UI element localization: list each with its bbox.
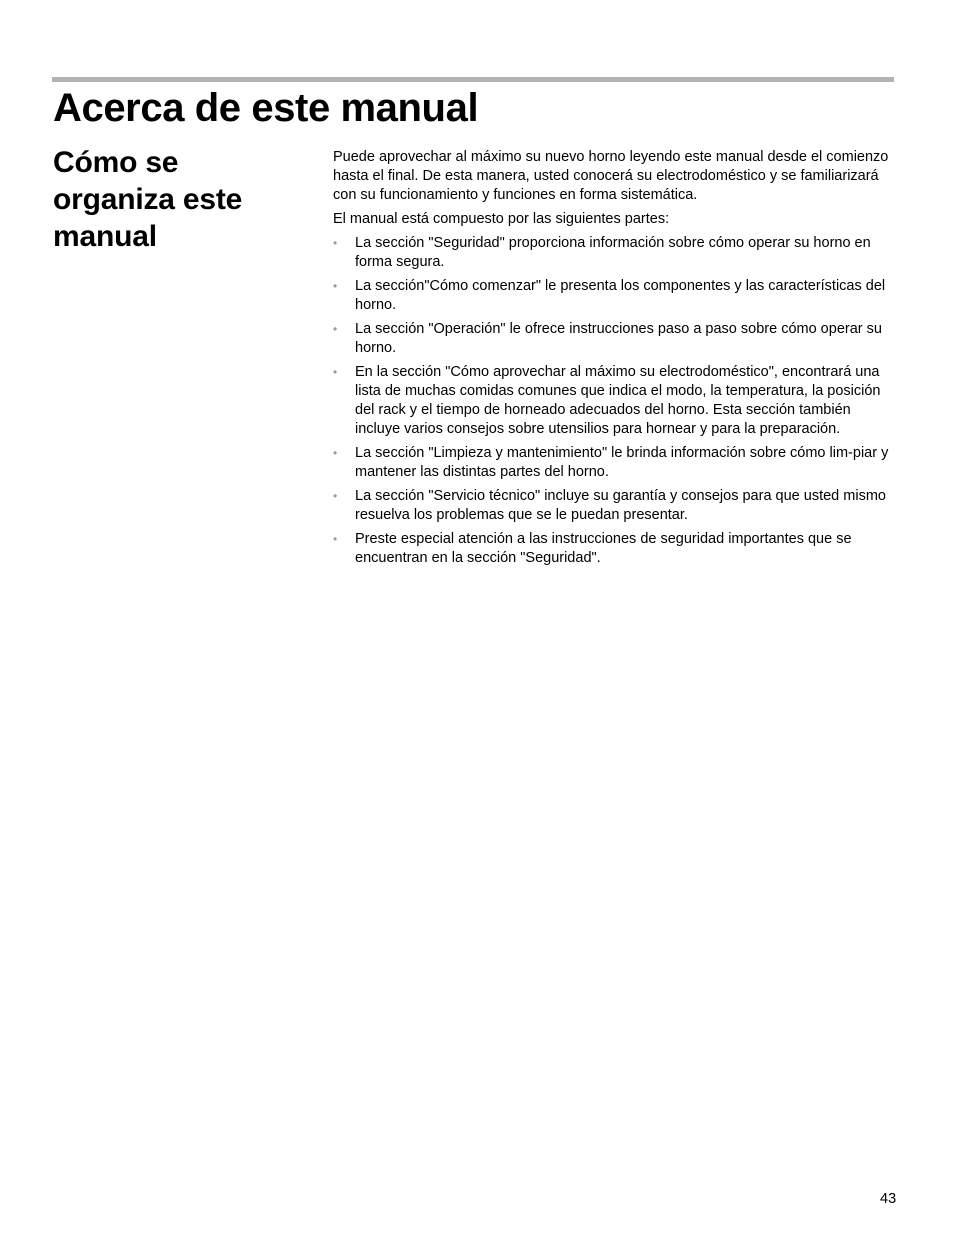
parts-intro: El manual está compuesto por las siguientes partes:	[333, 211, 670, 227]
list-item-text: En la sección "Cómo aprovechar al máximo su electrodoméstico", encontrará una lista de muchas comidas comunes que indica el modo, la temperatura, la posición del rack y el tiempo de horneado adecuados del horno. Esta sección también incluye varios consejos sobre utensilios para hornear y para la preparación.	[355, 364, 881, 437]
intro-paragraph: Puede aprovechar al máximo su nuevo horno leyendo este manual desde el comienzo hasta el final. De esta manera, usted conocerá su electrodoméstico y se familiarizará con su funcionamiento y funciones en forma sistemática.	[333, 149, 889, 203]
top-rule	[52, 77, 894, 82]
bullet-icon: •	[333, 365, 338, 379]
section-title: Cómo se organiza este manual	[53, 146, 243, 253]
list-item	[333, 530, 895, 568]
list-item-text: Preste especial atención a las instrucciones de seguridad importantes que se encuentran en la sección "Seguridad".	[355, 531, 852, 566]
bullet-icon: •	[333, 322, 338, 336]
bullet-icon: •	[333, 279, 338, 293]
list-item-text: La sección "Limpieza y mantenimiento" le brinda información sobre cómo lim-piar y mantener las distintas partes del horno.	[355, 445, 889, 480]
bullet-icon: •	[333, 532, 338, 546]
list-item	[333, 320, 895, 358]
bullet-icon: •	[333, 236, 338, 250]
list-item	[333, 487, 895, 525]
page-title: Acerca de este manual	[53, 86, 479, 130]
list-item	[333, 234, 895, 272]
list-item	[333, 444, 895, 482]
body-column	[333, 148, 895, 573]
bullet-icon: •	[333, 489, 338, 503]
list-item-text: La sección"Cómo comenzar" le presenta los componentes y las características del horno.	[355, 278, 886, 313]
bullet-icon: •	[333, 446, 338, 460]
list-item-text: La sección "Operación" le ofrece instrucciones paso a paso sobre cómo operar su horno.	[355, 321, 882, 356]
list-item-text: La sección "Servicio técnico" incluye su garantía y consejos para que usted mismo resuelva los problemas que se le puedan presentar.	[355, 488, 886, 523]
list-item	[333, 277, 895, 315]
page-number: 43	[880, 1191, 897, 1207]
list-item	[333, 363, 895, 439]
list-item-text: La sección "Seguridad" proporciona información sobre cómo operar su horno en forma segura.	[355, 235, 871, 270]
parts-list	[333, 234, 895, 568]
